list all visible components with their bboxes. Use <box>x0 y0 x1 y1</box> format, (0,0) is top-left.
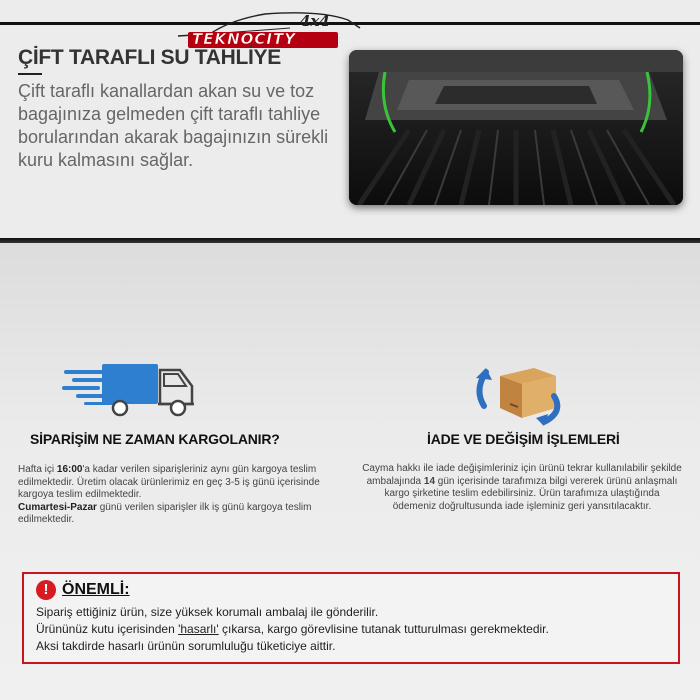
feature-title: ÇİFT TARAFLI SU TAHLİYE <box>18 46 281 69</box>
weekend-label: Cumartesi-Pazar <box>18 501 97 513</box>
feature-description: Çift taraflı kanallardan akan su ve toz bagajınıza gelmeden çift taraflı tahliye borularından akarak bagajınızın sürekli kuru kalmasını sağlar. <box>18 81 329 170</box>
returns-title: İADE VE DEĞİŞİM İŞLEMLERİ <box>427 431 620 447</box>
shipping-cutoff-time: 16:00 <box>56 464 83 475</box>
return-box-icon <box>470 360 566 426</box>
exclamation-icon: ! <box>36 580 56 600</box>
truck-bed-photo <box>349 50 683 205</box>
notice-body <box>36 604 676 655</box>
notice-line-2: Ürününüz kutu içerisinden 'hasarlı' çıkarsa, kargo görevlisine tutanak tutturulması gerekmektedir. <box>36 622 549 636</box>
delivery-truck-icon <box>62 358 202 418</box>
notice-line-3: Aksi takdirde hasarlı ürünün sorumluluğu tüketiciye aittir. <box>36 639 336 653</box>
notice-title: ÖNEMLİ: <box>62 581 130 598</box>
brand-suffix: 4x4 <box>300 12 330 30</box>
return-days: 14 <box>423 475 436 487</box>
shipping-text: Hafta içi 16:00'a kadar verilen siparişleriniz aynı gün kargoya teslim edilmektedir. Üretim olacak ürünlerimiz en geç 3-5 iş günü içerisinde kargoya teslim edilmektedir. Cumartesi-Pazar günü verilen siparişler ilk iş günü kargoya teslim edilmektedir. <box>18 464 320 525</box>
shipping-title: SİPARİŞİM NE ZAMAN KARGOLANIR? <box>30 431 280 447</box>
notice-line-1: Sipariş ettiğiniz ürün, size yüksek korumalı ambalaj ile gönderilir. <box>36 605 379 619</box>
important-notice <box>22 572 680 664</box>
returns-text: Cayma hakkı ile iade değişimleriniz için ürünü tekrar kullanılabilir şekilde ambalajında 14 gün içerisinde tarafımıza bilgi vererek ürünü anlaşmalı kargo şirketine teslim edebilirsiniz. Ürün tarafımıza ulaştığında ödemeniz doğrultusunda iade işleminiz geri yansıtılacaktır. <box>362 463 682 512</box>
brand-name: TEKNOCITY <box>192 30 297 48</box>
damaged-term: 'hasarlı' <box>178 622 219 636</box>
feature-section <box>0 0 700 240</box>
title-underline <box>18 73 42 75</box>
